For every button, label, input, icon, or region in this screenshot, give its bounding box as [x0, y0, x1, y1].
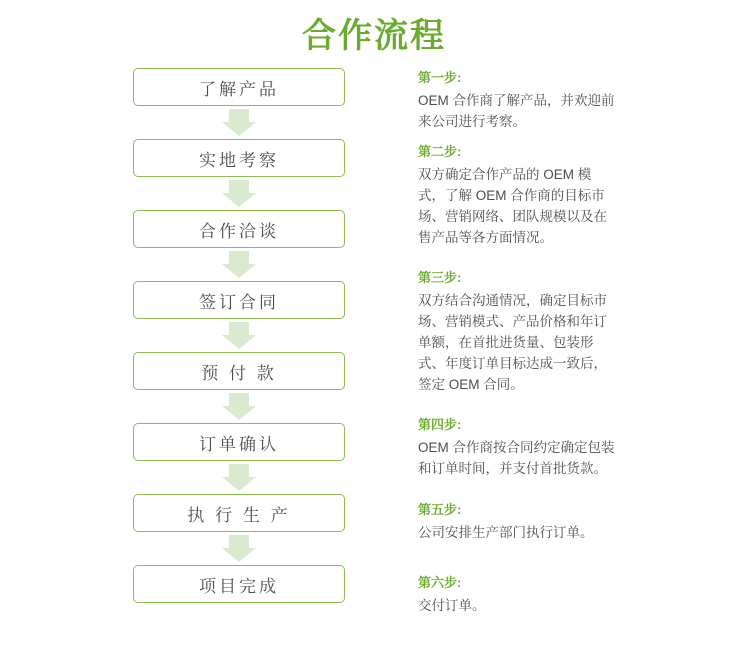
step-heading: 第六步:	[418, 575, 462, 590]
arrow-stem	[229, 180, 249, 193]
arrow-head	[222, 335, 256, 349]
arrow-head	[222, 477, 256, 491]
step-block	[418, 268, 618, 395]
flow-step-box: 订单确认	[133, 423, 345, 461]
arrow-stem	[229, 322, 249, 335]
arrow-shape	[222, 322, 256, 349]
flow-step-box: 预 付 款	[133, 352, 345, 390]
arrow-head	[222, 548, 256, 562]
arrow-shape	[222, 464, 256, 491]
arrow-shape	[222, 393, 256, 420]
flow-arrow	[133, 390, 345, 423]
arrow-stem	[229, 464, 249, 477]
flow-step-box: 了解产品	[133, 68, 345, 106]
flow-arrow	[133, 248, 345, 281]
step-block	[418, 142, 618, 248]
flow-arrow	[133, 532, 345, 565]
page-title: 合作流程	[302, 17, 446, 55]
arrow-stem	[229, 393, 249, 406]
step-heading: 第四步:	[418, 417, 462, 432]
flow-arrow	[133, 461, 345, 494]
arrow-head	[222, 122, 256, 136]
arrow-head	[222, 406, 256, 420]
flow-step-box: 合作洽谈	[133, 210, 345, 248]
flow-arrow	[133, 177, 345, 210]
arrow-stem	[229, 109, 249, 122]
step-body: 公司安排生产部门执行订单。	[418, 525, 594, 540]
step-heading: 第三步:	[418, 270, 462, 285]
arrow-shape	[222, 251, 256, 278]
arrow-head	[222, 264, 256, 278]
flowchart-column	[133, 68, 345, 603]
flow-step-box: 签订合同	[133, 281, 345, 319]
step-body: OEM 合作商按合同约定确定包装和订单时间，并支付首批货款。	[418, 440, 615, 476]
flow-step-box: 项目完成	[133, 565, 345, 603]
step-body: 双方确定合作产品的 OEM 模式，了解 OEM 合作商的目标市场、营销网络、团队规模以及在售产品等各方面情况。	[418, 167, 607, 245]
step-heading: 第二步:	[418, 144, 462, 159]
arrow-shape	[222, 109, 256, 136]
step-heading: 第一步:	[418, 70, 462, 85]
step-body: 双方结合沟通情况，确定目标市场、营销模式、产品价格和年订单额，在首批进货量、包装形式、年度订单目标达成一致后，签定 OEM 合同。	[418, 293, 607, 392]
step-block	[418, 573, 618, 616]
arrow-stem	[229, 251, 249, 264]
step-body: OEM 合作商了解产品，并欢迎前来公司进行考察。	[418, 93, 615, 129]
step-block	[418, 500, 618, 543]
flow-arrow	[133, 106, 345, 139]
step-body: 交付订单。	[418, 598, 486, 613]
flow-step-box: 实地考察	[133, 139, 345, 177]
step-heading: 第五步:	[418, 502, 462, 517]
flow-arrow	[133, 319, 345, 352]
arrow-head	[222, 193, 256, 207]
step-block	[418, 68, 618, 132]
arrow-shape	[222, 180, 256, 207]
flow-step-box: 执 行 生 产	[133, 494, 345, 532]
step-block	[418, 415, 618, 479]
arrow-stem	[229, 535, 249, 548]
arrow-shape	[222, 535, 256, 562]
